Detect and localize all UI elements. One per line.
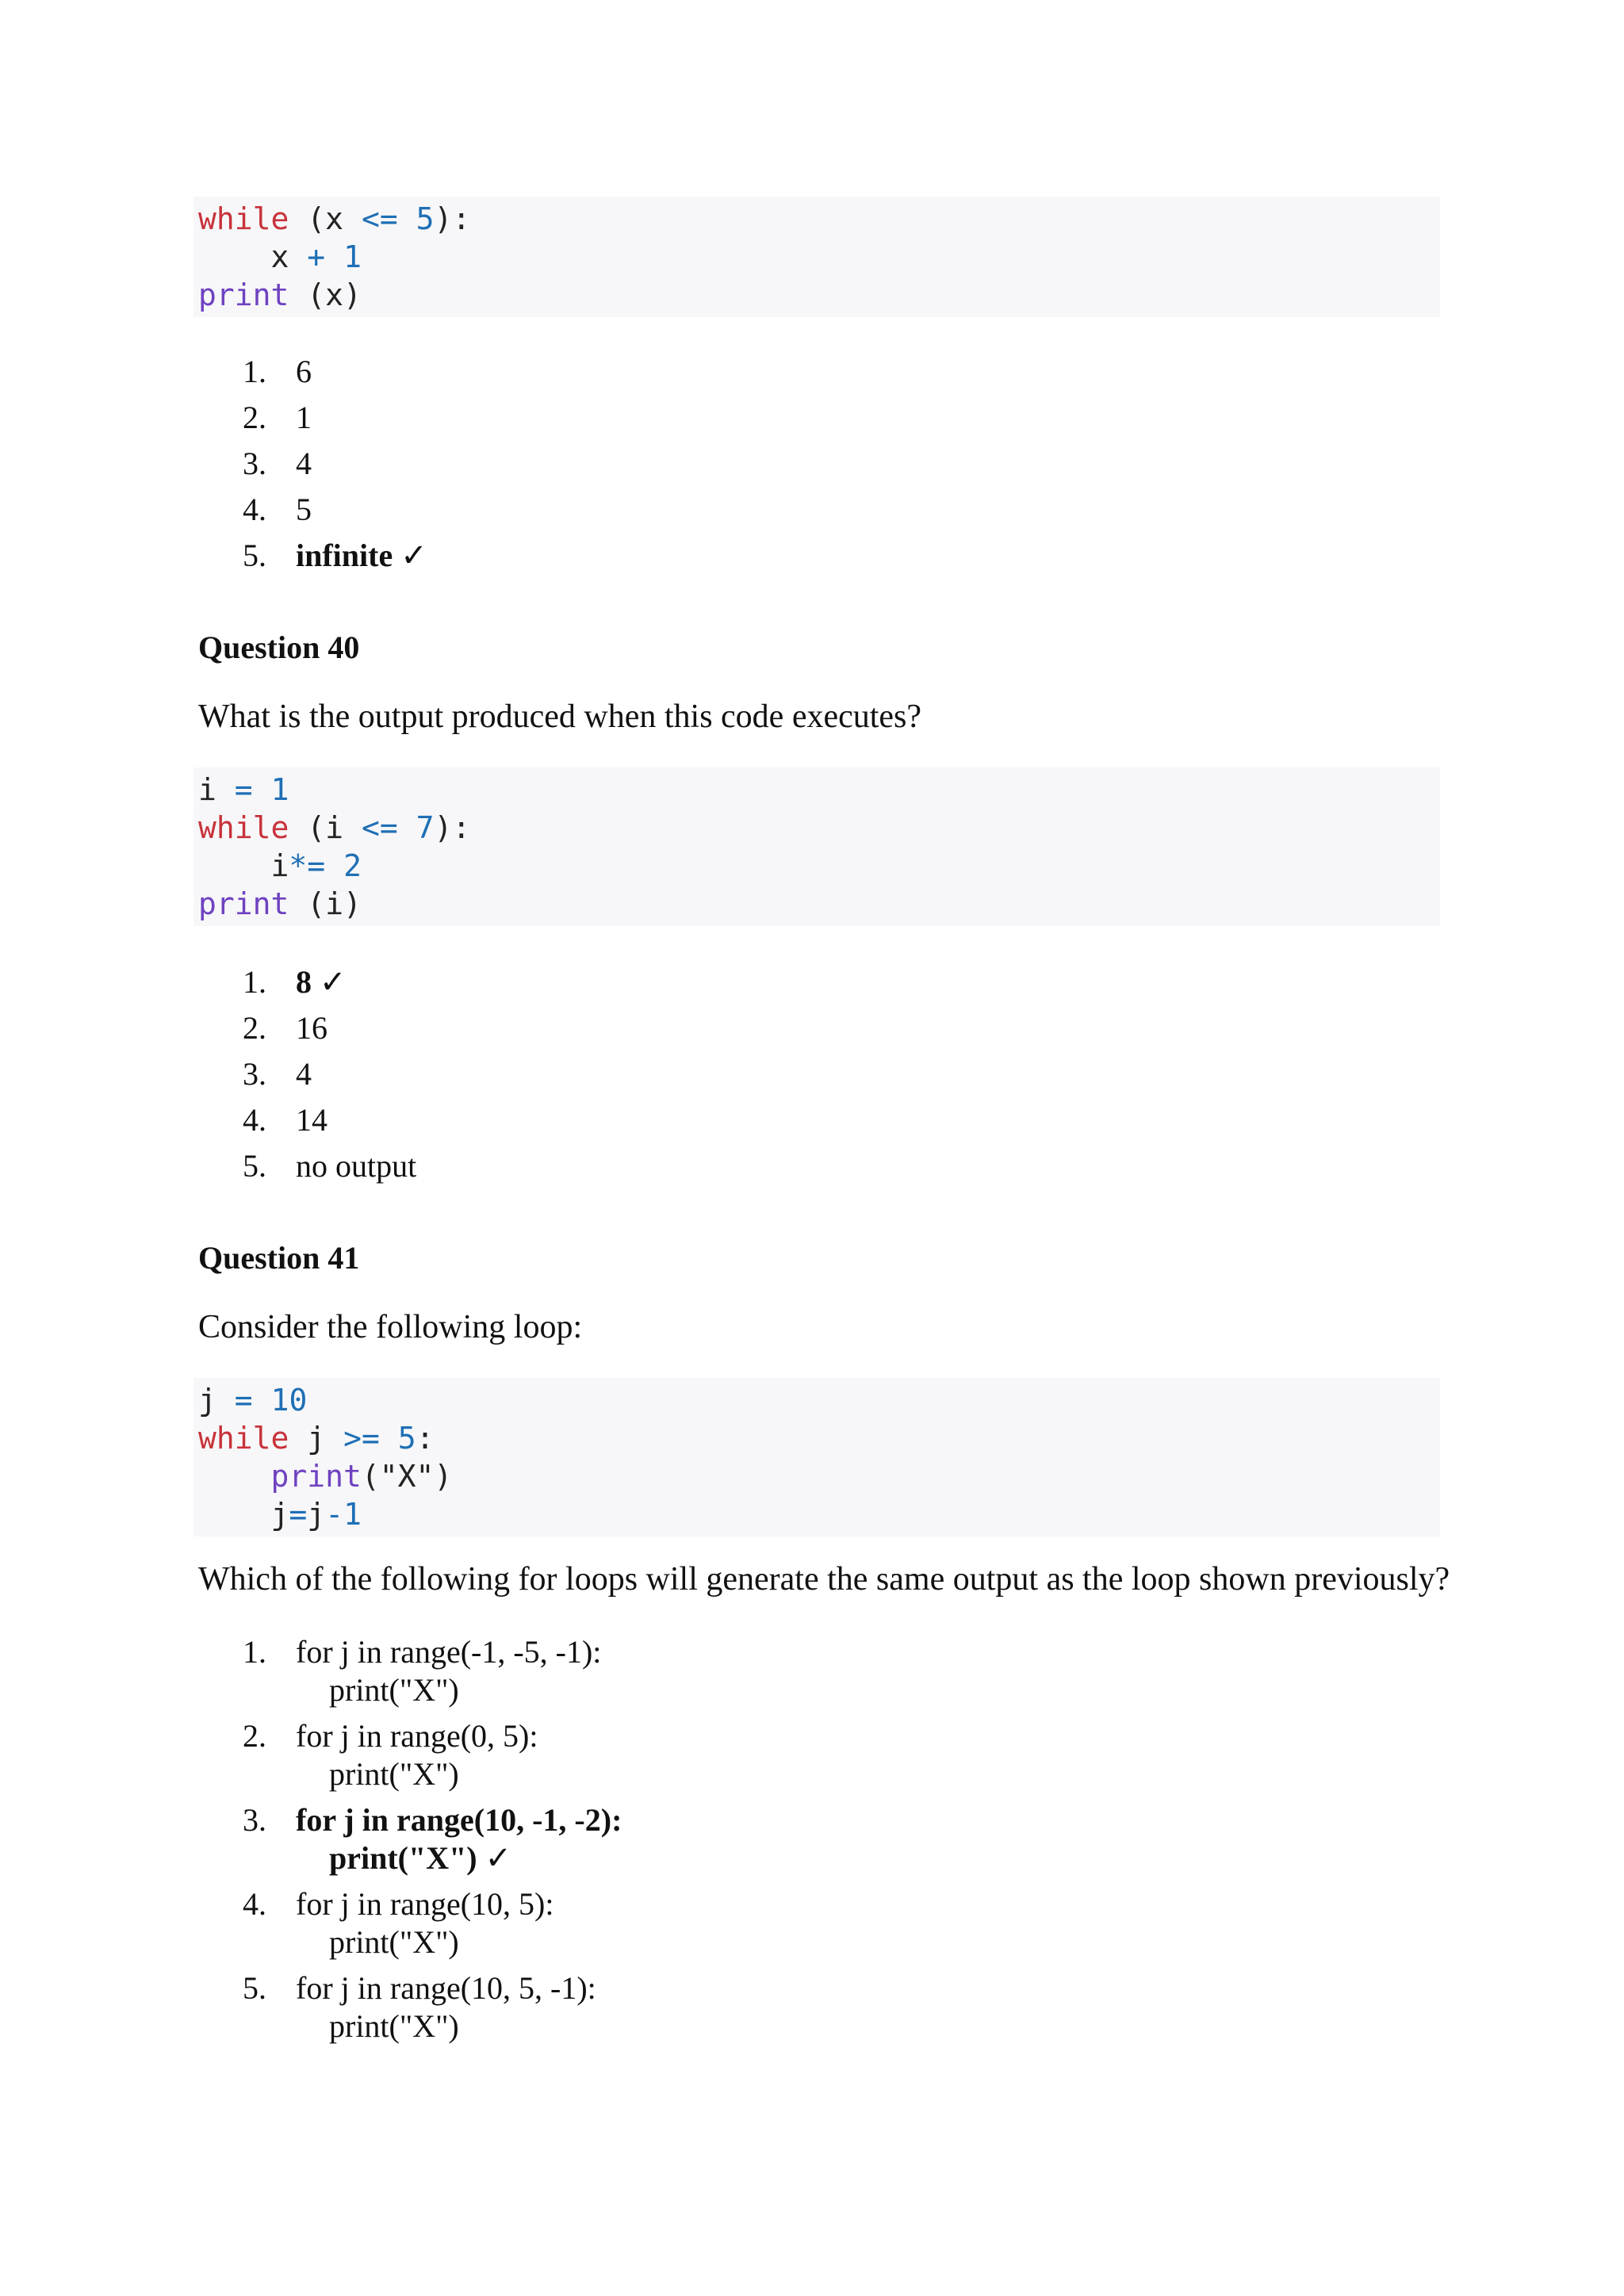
- option-item[interactable]: [243, 1633, 622, 1709]
- option-text: for j in range(10, 5):: [296, 1886, 554, 1922]
- option-number: 5.: [243, 538, 266, 573]
- code-block-q41: [193, 1378, 1440, 1536]
- question-41-intro: Consider the following loop:: [198, 1309, 583, 1345]
- option-subtext-wrap: [296, 1839, 622, 1877]
- option-item[interactable]: [243, 349, 427, 395]
- option-subtext: print("X"): [329, 2008, 459, 2044]
- option-number: 1.: [243, 354, 266, 389]
- code-line: while j >= 5:: [198, 1421, 435, 1456]
- option-text: for j in range(0, 5):: [296, 1718, 538, 1754]
- option-text: 16: [296, 1010, 327, 1046]
- option-item-correct[interactable]: [243, 533, 427, 579]
- code-line: while (i <= 7):: [198, 810, 471, 845]
- option-number: 4.: [243, 1886, 266, 1922]
- question-40-title: Question 40: [198, 629, 360, 665]
- options-q40: [243, 959, 416, 1189]
- option-subtext: print("X"): [329, 1672, 459, 1708]
- option-text: infinite: [296, 538, 393, 573]
- option-text: for j in range(-1, -5, -1):: [296, 1634, 602, 1670]
- option-subtext: print("X"): [329, 1924, 459, 1960]
- question-41-prompt: Which of the following for loops will generate the same output as the loop shown previously?: [198, 1561, 1450, 1598]
- option-text: for j in range(10, 5, -1):: [296, 1970, 596, 2006]
- option-item[interactable]: [243, 1717, 622, 1793]
- question-41-title: Question 41: [198, 1240, 360, 1276]
- option-item[interactable]: [243, 1005, 416, 1051]
- option-subtext: print("X"): [329, 1840, 477, 1876]
- code-line: print (i): [198, 886, 362, 921]
- option-text: 1: [296, 400, 312, 435]
- option-number: 4.: [243, 1102, 266, 1138]
- code-block-q40: [193, 767, 1440, 926]
- option-subtext: print("X"): [329, 1756, 459, 1792]
- option-number: 4.: [243, 492, 266, 527]
- option-text: 6: [296, 354, 312, 389]
- code-line: i = 1: [198, 772, 289, 807]
- option-number: 2.: [243, 400, 266, 435]
- option-item[interactable]: [243, 1885, 622, 1961]
- code-line: x + 1: [270, 239, 362, 274]
- option-number: 3.: [243, 1802, 266, 1838]
- option-item[interactable]: [243, 1051, 416, 1097]
- option-number: 5.: [243, 1970, 266, 2006]
- code-block-q39: [193, 197, 1440, 317]
- option-text: 14: [296, 1102, 327, 1138]
- option-item-correct[interactable]: [243, 959, 416, 1005]
- option-number: 3.: [243, 1056, 266, 1092]
- code-line: print (x): [198, 277, 362, 312]
- option-number: 2.: [243, 1718, 266, 1754]
- option-text: 4: [296, 1056, 312, 1092]
- option-item[interactable]: [243, 1143, 416, 1189]
- option-item[interactable]: [243, 441, 427, 487]
- code-line: print("X"): [270, 1459, 453, 1494]
- option-number: 3.: [243, 446, 266, 481]
- option-text: 5: [296, 492, 312, 527]
- option-item[interactable]: [243, 487, 427, 533]
- option-item-correct[interactable]: [243, 1801, 622, 1877]
- checkmark-icon: ✓: [485, 1840, 512, 1877]
- option-text: 8: [296, 964, 312, 1000]
- option-number: 5.: [243, 1148, 266, 1184]
- option-number: 1.: [243, 964, 266, 1000]
- option-item[interactable]: [243, 395, 427, 441]
- option-item[interactable]: [243, 1969, 622, 2045]
- code-line: j = 10: [198, 1383, 308, 1418]
- question-40-prompt: What is the output produced when this code executes?: [198, 698, 922, 735]
- checkmark-icon: ✓: [400, 538, 427, 574]
- option-text: 4: [296, 446, 312, 481]
- options-q41: [243, 1633, 622, 2045]
- code-line: j=j-1: [270, 1497, 362, 1532]
- checkmark-icon: ✓: [320, 964, 347, 1001]
- code-line: while (x <= 5):: [198, 201, 471, 236]
- option-number: 2.: [243, 1010, 266, 1046]
- option-item[interactable]: [243, 1097, 416, 1143]
- option-text: no output: [296, 1148, 417, 1184]
- code-line: i*= 2: [270, 848, 362, 883]
- option-number: 1.: [243, 1634, 266, 1670]
- options-q39: [243, 349, 427, 579]
- option-text: for j in range(10, -1, -2):: [296, 1802, 622, 1838]
